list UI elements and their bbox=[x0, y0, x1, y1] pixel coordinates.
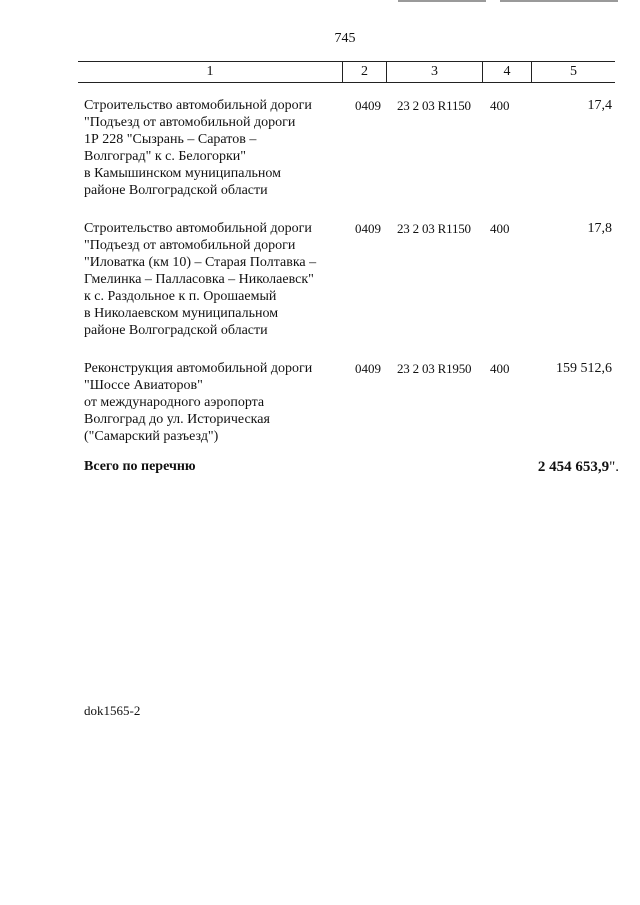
total-value bbox=[538, 459, 619, 476]
row-vr: 400 bbox=[490, 221, 510, 236]
scan-mark bbox=[398, 0, 486, 2]
header-col-4: 4 bbox=[503, 64, 511, 79]
row-name: Строительство автомобильной дороги "Подъезд от автомобильной дороги "Иловатка (км 10) – Старая Полтавка – Гмелинка – Палласовка – Николаевск" к с. Раздольное к п. Орошаемый в Николаевском муниципальном районе Волгоградской области bbox=[84, 221, 317, 338]
row-csr: 23 2 03 R1150 bbox=[397, 98, 471, 113]
row-sum: 159 512,6 bbox=[556, 361, 612, 376]
row-csr: 23 2 03 R1150 bbox=[397, 221, 471, 236]
scan-mark bbox=[500, 0, 618, 2]
total-amount: 2 454 653,9 bbox=[537, 459, 610, 475]
row-vr: 400 bbox=[490, 361, 510, 376]
row-name: Реконструкция автомобильной дороги "Шоссе Авиаторов" от международного аэропорта Волгоград до ул. Историческая ("Самарский разъезд") bbox=[84, 361, 313, 444]
row-razdel: 0409 bbox=[355, 361, 381, 376]
table-header bbox=[78, 61, 615, 83]
row-razdel: 0409 bbox=[355, 221, 381, 236]
header-col-2: 2 bbox=[361, 64, 368, 79]
row-csr: 23 2 03 R1950 bbox=[397, 361, 472, 376]
total-label: Всего по перечню bbox=[84, 459, 196, 474]
page-number: 745 bbox=[334, 31, 356, 46]
row-vr: 400 bbox=[490, 98, 510, 113]
row-name: Строительство автомобильной дороги "Подъезд от автомобильной дороги 1Р 228 "Сызрань – Саратов – Волгоград" к с. Белогорки" в Камышинском муниципальном районе Волгоградской области bbox=[84, 98, 312, 198]
header-col-5: 5 bbox=[570, 64, 577, 79]
document-id: dok1565-2 bbox=[84, 703, 141, 718]
row-sum: 17,4 bbox=[587, 98, 612, 113]
total-suffix: ". bbox=[609, 459, 619, 475]
row-sum: 17,8 bbox=[587, 221, 612, 236]
header-col-1: 1 bbox=[206, 64, 214, 79]
header-col-3: 3 bbox=[431, 64, 438, 79]
row-razdel: 0409 bbox=[355, 98, 381, 113]
